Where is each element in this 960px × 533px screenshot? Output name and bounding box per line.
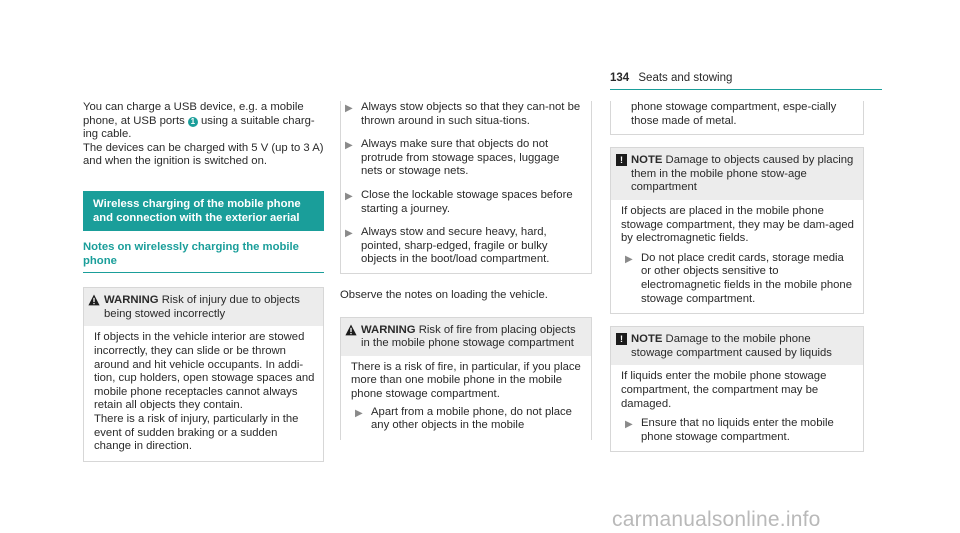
note-label: NOTE [631, 154, 663, 167]
usb-intro [83, 101, 324, 142]
note-title: Damage to objects caused by placing them in the mobile phone stow-age compartment [631, 154, 854, 194]
page-header [610, 72, 732, 84]
warning-label: WARNING [104, 294, 159, 307]
section-title: Wireless charging of the mobile phone and connection with the exterior aerial [83, 191, 324, 231]
notice-icon: ! [616, 154, 627, 166]
warning-box-injury [83, 287, 324, 462]
arrow-right-icon: ▶ [355, 407, 363, 419]
note-header [611, 148, 863, 200]
bullet-item [621, 252, 855, 306]
column-2 [340, 101, 592, 440]
arrow-right-icon: ▶ [345, 140, 353, 152]
bullet-text: Always make sure that objects do not protrude from stowage spaces, luggage nets or stowage nets. [361, 138, 560, 178]
bullet-text: Do not place credit cards, storage media or other objects sensitive to electromagnetic fields in the mobile phone stowage compartment. [641, 251, 853, 305]
watermark: carmanualsonline.info [612, 508, 821, 531]
header-rule [610, 89, 882, 90]
continued-text: phone stowage compartment, espe-cially those made of metal. [631, 101, 837, 127]
usb-intro-text-b: using a suitable charg-ing cable. [83, 114, 315, 141]
bullet-text: Close the lockable stowage spaces before starting a journey. [361, 188, 573, 215]
warning-header [341, 318, 591, 356]
warning-body-1: If objects in the vehicle interior are stowed incorrectly, they can slide or be thrown around and hit vehicle occupants. In addi-tion, cup holders, open stowage spaces and mobile phone receptacles cannot always retain all objects they contain. [94, 331, 315, 412]
note-title: Damage to the mobile phone stowage compartment caused by liquids [631, 333, 832, 359]
bullet-item [341, 189, 583, 216]
note-body: If objects are placed in the mobile phone stowage compartment, they may be dam-aged by electromagnetic fields. [621, 204, 854, 245]
note-label: NOTE [631, 333, 663, 346]
warning-body-2: There is a risk of injury, particularly in the event of sudden braking or a sudden change in direction. [94, 412, 299, 453]
arrow-right-icon: ▶ [625, 253, 633, 265]
column-3 [610, 101, 864, 452]
warning-box-fire [340, 317, 592, 440]
warning-triangle-icon [345, 324, 357, 336]
note-body: If liquids enter the mobile phone stowage compartment, the compartment may be damaged. [621, 370, 827, 410]
warning-title: Risk of fire from placing objects in the mobile phone stowage compartment [361, 323, 576, 350]
warning-header [84, 288, 323, 326]
usb-voltage-text: The devices can be charged with 5 V (up to 3 A) and when the ignition is switched on. [83, 141, 324, 168]
warning-label: WARNING [361, 323, 416, 336]
bullet-item [351, 406, 583, 433]
bullet-item [341, 101, 583, 128]
section-name: Seats and stowing [638, 72, 733, 84]
arrow-right-icon: ▶ [345, 103, 353, 114]
bullet-text: Apart from a mobile phone, do not place any other objects in the mobile [371, 405, 572, 432]
note-box-objects [610, 147, 864, 314]
note-header [611, 327, 863, 365]
bullet-item [341, 138, 583, 179]
column-1 [83, 101, 324, 462]
warning-continued-bullets [340, 101, 592, 274]
note-box-liquids [610, 326, 864, 452]
usb-port-marker: 1 [188, 117, 198, 127]
usb-intro-text-a: You can charge a USB device, e.g. a mobile phone, at USB ports [83, 101, 304, 127]
page-number: 134 [610, 72, 630, 84]
arrow-right-icon: ▶ [625, 419, 633, 431]
bullet-item [341, 226, 583, 267]
bullet-text: Always stow and secure heavy, hard, pointed, sharp-edged, fragile or bulky objects in the boot/load compartment. [361, 226, 550, 266]
warning-triangle-icon [88, 294, 100, 306]
arrow-right-icon: ▶ [345, 190, 353, 202]
bullet-text: Ensure that no liquids enter the mobile phone stowage compartment. [641, 417, 834, 443]
bullet-text: Always stow objects so that they can-not be thrown around in such situa-tions. [361, 101, 581, 127]
arrow-right-icon: ▶ [345, 228, 353, 240]
warning-title: Risk of injury due to objects being stowed incorrectly [104, 294, 300, 320]
subsection-title: Notes on wirelessly charging the mobile phone [83, 241, 324, 273]
notice-icon: ! [616, 333, 627, 345]
warning-continued-text [610, 101, 864, 135]
warning-body: There is a risk of fire, in particular, if you place more than one mobile phone in the mobile phone stowage compartment. [351, 360, 581, 400]
bullet-item [621, 417, 855, 444]
observe-loading-text: Observe the notes on loading the vehicle. [340, 288, 548, 301]
